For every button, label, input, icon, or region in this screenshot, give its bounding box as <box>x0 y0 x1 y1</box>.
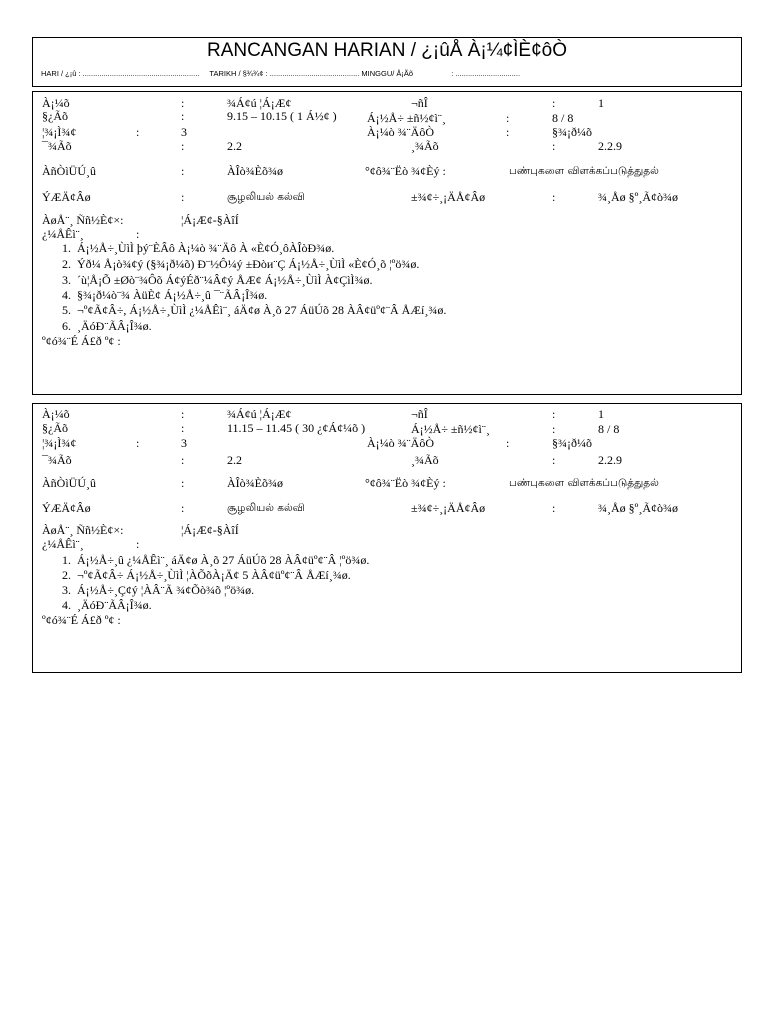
skill-value-2: பண்புகளை விளக்கப்படுத்துதல் <box>509 165 659 177</box>
header-box <box>32 37 742 87</box>
emphasis-label: ÝÆÄ¢Âø <box>42 190 91 204</box>
colon: : <box>181 190 185 204</box>
list-item <box>51 569 351 582</box>
colon: : <box>552 501 556 515</box>
left-label: ¯¾Ãõ <box>42 453 72 467</box>
left-label: ¦¾¡Ì¾¢ <box>42 125 77 139</box>
list-text: ¬º¢Ã¢Â÷, Á¡½Å÷¸ÙìÌ ¿¼ÅÊì¨¸ áÄ¢ø À¸õ 27 ÁüÚõ 28 ÀÂ¢üº¢¨Â ÅÆí¸¾ø. <box>77 303 447 317</box>
right-label: ¬ñÎ <box>411 96 428 110</box>
emphasis-value-2: ¾¸Åø §º¸Ã¢ò¾ø <box>598 190 679 204</box>
list-number: 1. <box>62 241 71 255</box>
right-value: 1 <box>598 407 604 421</box>
colon: : <box>181 407 185 421</box>
list-number: 3. <box>62 583 71 597</box>
colon: : <box>506 125 510 139</box>
list-number: 4. <box>62 598 71 612</box>
right-value: §¾¡ð¼õ <box>552 436 592 450</box>
skill-value: ÀÎò¾Èõ¾ø <box>227 164 283 178</box>
list-number: 4. <box>62 288 71 302</box>
session-box-1 <box>32 91 742 395</box>
left-value: 11.15 – 11.45 ( 30 ¿¢Á¢¼õ ) <box>227 421 366 435</box>
list-item <box>51 289 267 302</box>
list-text: ¸ÄóÐ¨ÃÂ¡Î¾ø. <box>77 319 152 333</box>
list-number: 2. <box>62 568 71 582</box>
skill-value: ÀÎò¾Èõ¾ø <box>227 476 283 490</box>
list-text: Á¡½Å÷¸Ç¢ý ¦ÀÂ¨Ã ¾¢Õò¾õ ¦ºö¾ø. <box>77 583 255 597</box>
list-text: Ýð¼ Å¡ò¾¢ý (§¾¡ð¼õ) Ð¨½Ô¼ý ±Ðòи¨Ç Á¡½Å÷¸ÙìÌ «È¢Ó¸õ ¦ºö¾ø. <box>77 257 420 271</box>
left-value: 2.2 <box>227 139 242 153</box>
colon: : <box>181 164 185 178</box>
colon: : <box>552 407 556 421</box>
right-value: 2.2.9 <box>598 139 622 153</box>
colon: : <box>552 139 556 153</box>
colon: : <box>181 139 185 153</box>
header-fields <box>41 69 520 78</box>
right-value: §¾¡ð¼õ <box>552 125 592 139</box>
left-value: 3 <box>181 125 187 139</box>
skill-label-2: °¢ô¾¨Ëò ¾¢Èý : <box>365 164 446 178</box>
colon: : <box>552 96 556 110</box>
left-value: 9.15 – 10.15 ( 1 Á½¢ ) <box>227 109 337 123</box>
left-value: ¾Á¢ú ¦Á¡Æ¢ <box>227 96 292 110</box>
list-item <box>51 599 152 612</box>
skill-label-2: °¢ô¾¨Ëò ¾¢Èý : <box>365 476 446 490</box>
right-value: 1 <box>598 96 604 110</box>
emphasis-label-2: ±¾¢÷¸¡ÄÅ¢Âø <box>411 501 486 515</box>
colon: : <box>136 227 140 241</box>
colon: : <box>552 190 556 204</box>
list-item <box>51 554 369 567</box>
skill-label: ÀñÒìÜÚ¸û <box>42 164 96 178</box>
right-label: Á¡½Å÷ ±ñ½¢ì¨¸ <box>411 422 490 436</box>
session-box-2 <box>32 403 742 673</box>
colon: : <box>552 422 556 436</box>
list-number: 5. <box>62 303 71 317</box>
right-label: ¸¾Ãõ <box>411 139 439 153</box>
right-label: ¸¾Ãõ <box>411 453 439 467</box>
colon: : <box>181 96 185 110</box>
right-value: 2.2.9 <box>598 453 622 467</box>
left-label: ¯¾Ãõ <box>42 139 72 153</box>
right-value: 8 / 8 <box>552 111 574 125</box>
activity-label: ¿¼ÅÊì¨¸ <box>42 537 84 551</box>
list-item <box>51 584 254 597</box>
list-item <box>51 304 446 317</box>
list-item <box>51 274 373 287</box>
tarikh-field: TARIKH / §¾¾¢ : ........................................... <box>209 69 360 78</box>
right-label: À¡¼ò ¾¨ÄôÒ <box>367 436 434 450</box>
colon: : <box>506 111 510 125</box>
left-label: À¡¼õ <box>42 96 70 110</box>
emphasis-label-2: ±¾¢÷¸¡ÄÅ¢Âø <box>411 190 486 204</box>
teaching-label: ÀøÅ¨¸ Ññ½È¢×: <box>42 523 124 537</box>
list-text: ´ù¦Å¡Õ ±Øò¨¾Ôõ Á¢ýÉð¨¼Â¢ý ÅÆ¢ Á¡½Å÷¸ÙìÌ À¢ÇìÌ¾ø. <box>77 273 373 287</box>
list-text: §¾¡ð¼ò¨¾ ÀüÈ¢ Á¡½Å÷¸û ¯¨ÃÂ¡Î¾ø. <box>77 288 268 302</box>
colon: : <box>136 537 140 551</box>
list-text: Á¡½Å÷¸û ¿¼ÅÊì¨¸ áÄ¢ø À¸õ 27 ÁüÚõ 28 ÀÂ¢üº¢¨Â ¦ºö¾ø. <box>77 553 370 567</box>
emphasis-value-2: ¾¸Åø §º¸Ã¢ò¾ø <box>598 501 679 515</box>
list-item <box>51 258 419 271</box>
reflection-label: º¢ó¾¨É Á£ð º¢ : <box>42 334 121 348</box>
list-number: 2. <box>62 257 71 271</box>
right-label: À¡¼ò ¾¨ÄôÒ <box>367 125 434 139</box>
colon: : <box>181 109 185 123</box>
list-text: Á¡½Å÷¸ÙìÌ þý¨ÈÂô À¡¼ò ¾¨Äô À «È¢Ó¸ôÀÎòÐ¾ø. <box>77 241 335 255</box>
emphasis-value: சூழலியல் கல்வி <box>227 502 305 514</box>
emphasis-value: சூழலியல் கல்வி <box>227 191 305 203</box>
colon: : <box>136 125 140 139</box>
list-text: ¬º¢Ã¢Â÷ Á¡½Å÷¸ÙìÌ ¦ÀÕõÀ¡Ä¢ 5 ÀÂ¢üº¢¨Â ÅÆí¸¾ø. <box>77 568 351 582</box>
list-item <box>51 320 152 333</box>
skill-label: ÀñÒìÜÚ¸û <box>42 476 96 490</box>
colon: : <box>506 436 510 450</box>
left-label: §¿Ãõ <box>42 421 68 435</box>
left-label: À¡¼õ <box>42 407 70 421</box>
page-title: RANCANGAN HARIAN / ¿¡ûÅ À¡¼¢ÌÈ¢ôÒ <box>206 40 568 61</box>
list-number: 3. <box>62 273 71 287</box>
reflection-label: º¢ó¾¨É Á£ð º¢ : <box>42 613 121 627</box>
colon: : <box>181 453 185 467</box>
left-value: 2.2 <box>227 453 242 467</box>
left-value: 3 <box>181 436 187 450</box>
list-item <box>51 242 334 255</box>
right-label: ¬ñÎ <box>411 407 428 421</box>
list-text: ¸ÄóÐ¨ÃÂ¡Î¾ø. <box>77 598 152 612</box>
colon: : <box>181 501 185 515</box>
colon: : <box>136 436 140 450</box>
left-label: §¿Ãõ <box>42 109 68 123</box>
left-label: ¦¾¡Ì¾¢ <box>42 436 77 450</box>
colon: : <box>552 453 556 467</box>
teaching-label: ÀøÅ¨¸ Ññ½È¢×: <box>42 213 124 227</box>
activity-label: ¿¼ÅÊì¨¸ <box>42 227 84 241</box>
right-value: 8 / 8 <box>598 422 620 436</box>
list-number: 6. <box>62 319 71 333</box>
minggu-field: MINGGU/ Å¡Ãõ <box>361 69 414 78</box>
skill-value-2: பண்புகளை விளக்கப்படுத்துதல் <box>509 477 659 489</box>
hari-field: HARI / ¿¡û : ........................................................ <box>41 69 200 78</box>
teaching-value: ¦Á¡Æ¢-§ÀîÍ <box>181 523 239 537</box>
colon: : <box>181 476 185 490</box>
emphasis-label: ÝÆÄ¢Âø <box>42 501 91 515</box>
right-label: Á¡½Å÷ ±ñ½¢ì¨¸ <box>367 111 446 125</box>
left-value: ¾Á¢ú ¦Á¡Æ¢ <box>227 407 292 421</box>
teaching-value: ¦Á¡Æ¢-§ÀîÍ <box>181 213 239 227</box>
colon: : <box>181 421 185 435</box>
list-number: 1. <box>62 553 71 567</box>
minggu-fill: : ............................... <box>451 69 521 78</box>
